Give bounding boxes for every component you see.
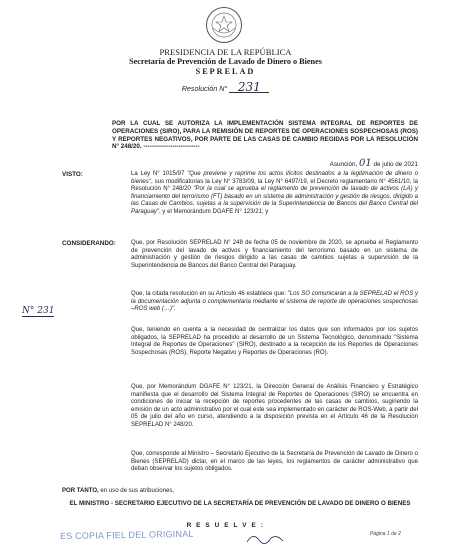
resuelve-heading: R E S U E L V E : xyxy=(186,522,265,529)
signature-mark-icon xyxy=(245,530,285,546)
national-seal-icon xyxy=(205,6,243,44)
considerando-paragraph-2: Que, la citada resolución en su Artículo 46 establece que: "Los SO comunicaran a la SEPRELAD el ROS y la documentación adjunta o complementaria mediante el sistema de reporte de operaciones sospechosas –ROS web (…)". xyxy=(131,291,418,313)
considerando-label: CONSIDERANDO: xyxy=(62,240,116,247)
considerando-paragraph-5: Que, corresponde al Ministro – Secretario Ejecutivo de la Secretaría de Prevención de Lavado de Dinero o Bienes (SEPRELAD) dictar, en el marco de las leyes, los reglamentos de carácter administrativo que deban observar los sujetos obligados. xyxy=(131,451,418,473)
visto-paragraph: La Ley N° 1015/97 "Que previene y reprime los actos ilícitos destinados a la legitimación de dinero o bienes", sus modificatorias la Ley N° 3783/09, la Ley N° 6497/19, el Decreto reglamentario N° 4561/10, la Resolución N° 248/20 "Por la cual se aprueba el reglamento de prevención de lavado de activos (LA) y financiamiento del terrorismo (FT) basado en un sistema de administración y gestión de riesgos, dirigido a las Casas de Cambios, sujetas a la supervisión de la Superintendencia de Bancos del Banco Central del Paraguay", y el Memorándum DGAFE N° 123/21; y xyxy=(131,171,419,215)
minister-heading: EL MINISTRO - SECRETARIO EJECUTIVO DE LA SECRETARÍA DE PREVENCIÓN DE LAVADO DE DINERO O BIENES xyxy=(69,500,411,507)
certified-copy-stamp: ES COPIA FIEL DEL ORIGINAL xyxy=(59,528,194,542)
resolution-number: 231 xyxy=(229,82,269,93)
considerando-paragraph-3: Que, teniendo en cuenta a la necesidad de centralizar los datos que son informados por los sujetos obligados, la SEPRELAD ha procedido al desarrollo de un Sistema Tecnológico, denominado "Sistema Integral de Reportes de Operaciones" (SIRO), destinado a la recepción de los Reportes de Operaciones Sospechosas (ROS), Reporte Negativo y Reportes de Operaciones (RO). xyxy=(131,327,418,356)
date-line xyxy=(112,158,418,169)
considerando-paragraph-1: Que, por Resolución SEPRELAD N° 248 de fecha 05 de noviembre de 2020, se aprueba el Reglamento de prevención del lavado de activos y financiamiento del terrorismo basado en un sistema de administración y gestión de riesgos dirigido a las casas de cambios sujetas a supervisión de la Superintendencia de Bancos del Banco Central del Paraguay. xyxy=(131,240,418,269)
margin-handwritten-number: N° 231 xyxy=(22,306,55,316)
resolution-number-line xyxy=(0,82,451,93)
page-indicator: Página 1 de 2 xyxy=(370,531,401,537)
letterhead xyxy=(0,47,451,77)
por-tanto-line: POR TANTO, en uso de sus atribuciones, xyxy=(62,488,175,494)
presidency-heading: PRESIDENCIA DE LA REPÚBLICA xyxy=(159,47,292,57)
considerando-paragraph-4: Que, por Memorándum DGAFE N° 123/21, la Dirección General de Análisis Financiero y Estratégico manifiesta que el desarrollo del Sistema Integral de Reportes de Operaciones (SIRO) se encuentra en condiciones de iniciar la recepción de reportes procedentes de las casas de cambios, sugiriendo la emisión de un acto administrativo por el cual este sea implementado en carácter de ROS-Web, a partir del 05 de julio del año en curso, atendiendo a la disposición prevista en el Artículo 46 de la Resolución SEPRELAD N° 248/20. xyxy=(131,384,418,428)
secretariat-heading: Secretaría de Prevención de Lavado de Dinero o Bienes xyxy=(129,57,322,66)
visto-label: VISTO: xyxy=(62,171,83,178)
date-rest: de julio de 2021 xyxy=(373,161,418,168)
resolution-title: POR LA CUAL SE AUTORIZA LA IMPLEMENTACIÓN SISTEMA INTEGRAL DE REPORTES DE OPERACIONES (SIRO), PARA LA REMISIÓN DE REPORTES DE OPERACIONES SOSPECHOSAS (ROS) Y REPORTES NEGATIVOS, POR PARTE DE LAS CASAS DE CAMBIO REGIDAS POR LA RESOLUCIÓN N° 248/20. --------------------------- xyxy=(112,120,418,151)
date-day: 01 xyxy=(359,158,372,169)
resolution-label: Resolución N° xyxy=(181,84,228,93)
seprelad-heading: SEPRELAD xyxy=(195,67,256,76)
date-city: Asunción, xyxy=(329,161,358,168)
